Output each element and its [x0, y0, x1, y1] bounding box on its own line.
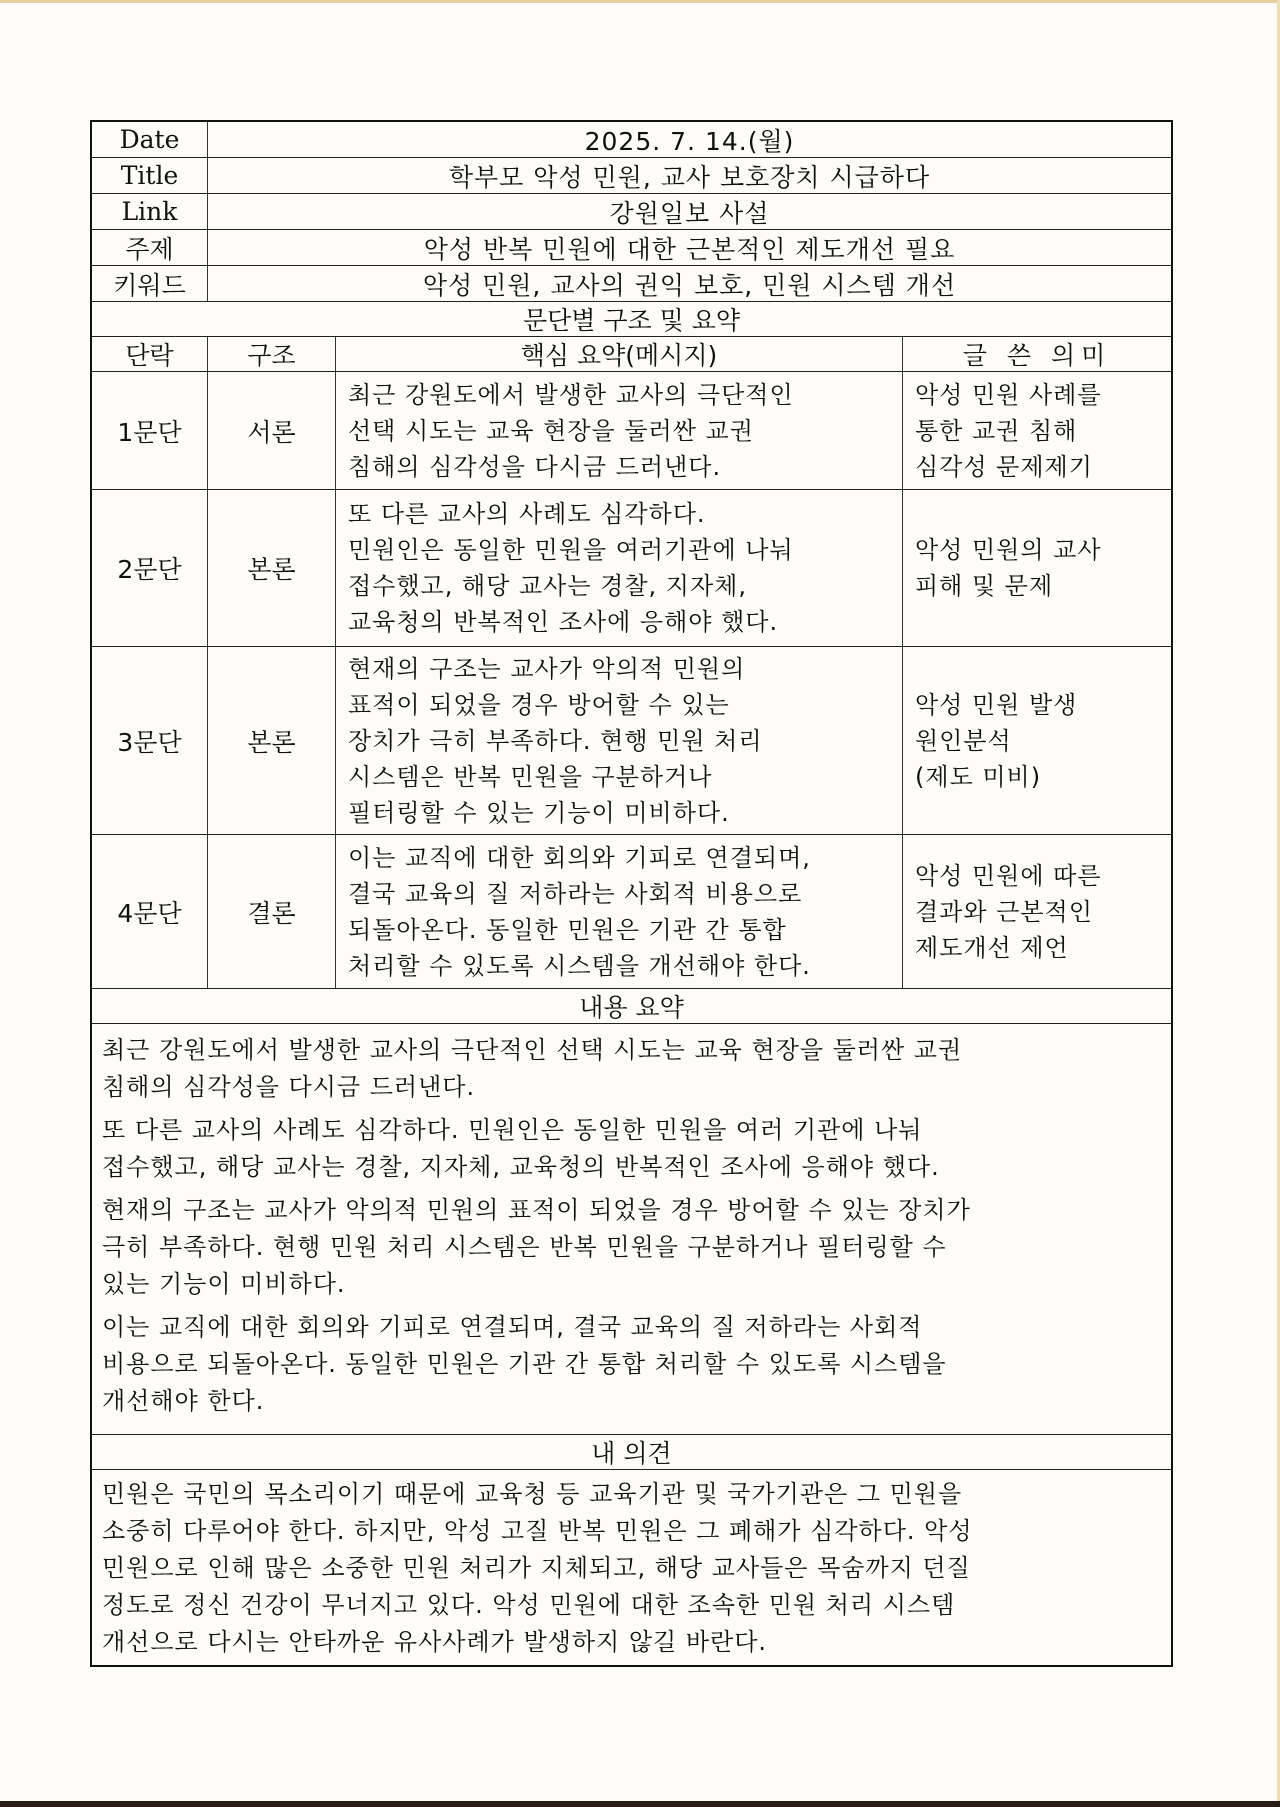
- paragraph-meaning: [902, 372, 1171, 489]
- meaning-line: 제도개선 제언: [915, 933, 1069, 962]
- summary-line: 교육청의 반복적인 조사에 응해야 했다.: [348, 608, 779, 636]
- table-row: [92, 835, 1171, 989]
- date-label: Date: [119, 125, 180, 154]
- title-label: Title: [120, 161, 179, 190]
- topic-value: 악성 반복 민원에 대한 근본적인 제도개선 필요: [207, 230, 1171, 265]
- summary-paragraph: [102, 1192, 971, 1303]
- summary-section-header: [92, 989, 1171, 1024]
- summary-line: 이는 교직에 대한 회의와 기피로 연결되며,: [348, 843, 811, 872]
- opinion-line: 정도로 정신 건강이 무너지고 있다. 악성 민원에 대한 조속한 민원 처리 시스템: [102, 1591, 956, 1619]
- meaning-line: 원인분석: [915, 726, 1012, 755]
- summary-line: 침해의 심각성을 다시금 드러낸다.: [348, 452, 722, 481]
- table-row: [92, 372, 1171, 490]
- article-summary-sheet: [90, 120, 1173, 1667]
- meaning-line: 피해 및 문제: [915, 572, 1054, 600]
- summary-line: 현재의 구조는 교사가 악의적 민원의 표적이 되었을 경우 방어할 수 있는 장치가: [102, 1196, 971, 1224]
- keyword-value: 악성 민원, 교사의 권익 보호, 민원 시스템 개선: [207, 266, 1171, 301]
- page-edge-top: [0, 0, 1280, 3]
- paragraph-number: 1문단: [117, 417, 182, 447]
- topic-row: [92, 230, 1171, 266]
- meaning-line: 심각성 문제제기: [915, 452, 1093, 481]
- opinion-section-title: 내 의견: [591, 1439, 672, 1468]
- structure-table-header: [92, 337, 1171, 372]
- keyword-label: 키워드: [113, 270, 186, 300]
- title-row: [92, 158, 1171, 194]
- summary-line: 현재의 구조는 교사가 악의적 민원의: [348, 654, 746, 683]
- summary-line: 또 다른 교사의 사례도 심각하다.: [348, 500, 706, 528]
- date-row: [92, 122, 1171, 158]
- summary-line: 또 다른 교사의 사례도 심각하다. 민원인은 동일한 민원을 여러 기관에 나눠: [102, 1116, 923, 1144]
- paragraph-summary: [335, 490, 902, 646]
- summary-line: 침해의 심각성을 다시금 드러낸다.: [102, 1073, 476, 1101]
- opinion-line: 소중히 다루어야 한다. 하지만, 악성 고질 반복 민원은 그 폐해가 심각하다. 악성: [102, 1517, 973, 1545]
- summary-line: 비용으로 되돌아온다. 동일한 민원은 기관 간 통합 처리할 수 있도록 시스템을: [102, 1350, 947, 1378]
- meaning-line: 악성 민원 발생: [915, 690, 1078, 719]
- paragraph-meaning: [902, 490, 1171, 646]
- page-edge-bottom: [0, 1801, 1280, 1807]
- paragraph-summary: [335, 647, 902, 834]
- summary-line: 접수했고, 해당 교사는 경찰, 지자체,: [348, 572, 747, 600]
- summary-line: 결국 교육의 질 저하라는 사회적 비용으로: [348, 879, 803, 908]
- summary-line: 극히 부족하다. 현행 민원 처리 시스템은 반복 민원을 구분하거나 필터링할 수: [102, 1233, 947, 1261]
- opinion-body: [92, 1470, 983, 1665]
- summary-line: 되돌아온다. 동일한 민원은 기관 간 통합: [348, 915, 787, 944]
- meaning-line: 악성 민원에 따른: [915, 861, 1102, 890]
- header-key-summary: 핵심 요약(메시지): [335, 337, 902, 371]
- date-value: 2025. 7. 14.(월): [207, 122, 1171, 157]
- paragraph-meaning: [902, 835, 1171, 988]
- paragraph-number: 4문단: [117, 898, 182, 928]
- summary-section-title: 내용 요약: [579, 993, 684, 1022]
- summary-line: 선택 시도는 교육 현장을 둘러싼 교권: [348, 416, 754, 445]
- header-meaning: 글 쓴 의미: [902, 337, 1171, 371]
- header-structure: 구조: [207, 337, 335, 371]
- opinion-body-row: [92, 1470, 1171, 1665]
- meaning-line: (제도 미비): [915, 762, 1042, 791]
- summary-line: 이는 교직에 대한 회의와 기피로 연결되며, 결국 교육의 질 저하라는 사회적: [102, 1313, 923, 1341]
- summary-line: 장치가 극히 부족하다. 현행 민원 처리: [348, 726, 763, 755]
- title-value: 학부모 악성 민원, 교사 보호장치 시급하다: [207, 158, 1171, 193]
- paragraph-structure: 서론: [207, 372, 335, 489]
- summary-line: 개선해야 한다.: [102, 1387, 265, 1415]
- paragraph-summary: [335, 372, 902, 489]
- summary-line: 시스템은 반복 민원을 구분하거나: [348, 762, 713, 791]
- opinion-line: 민원은 국민의 목소리이기 때문에 교육청 등 교육기관 및 국가기관은 그 민원을: [102, 1480, 963, 1508]
- paragraph-structure: 결론: [207, 835, 335, 988]
- paragraph-number: 3문단: [117, 727, 182, 757]
- summary-body-row: [92, 1024, 1171, 1435]
- summary-line: 민원인은 동일한 민원을 여러기관에 나눠: [348, 536, 794, 564]
- link-label: Link: [121, 197, 178, 226]
- paragraph-structure: 본론: [207, 490, 335, 646]
- table-row: [92, 490, 1171, 647]
- meaning-line: 결과와 근본적인: [915, 897, 1093, 926]
- paragraph-structure: 본론: [207, 647, 335, 834]
- opinion-section-header: [92, 1435, 1171, 1470]
- keyword-row: [92, 266, 1171, 302]
- summary-line: 필터링할 수 있는 기능이 미비하다.: [348, 798, 730, 827]
- summary-paragraph: [102, 1309, 971, 1420]
- topic-label: 주제: [125, 234, 174, 264]
- table-row: [92, 647, 1171, 835]
- opinion-line: 민원으로 인해 많은 소중한 민원 처리가 지체되고, 해당 교사들은 목숨까지 던질: [102, 1554, 971, 1582]
- meaning-line: 악성 민원 사례를: [915, 380, 1102, 409]
- summary-line: 표적이 되었을 경우 방어할 수 있는: [348, 690, 730, 719]
- summary-body: [92, 1024, 981, 1434]
- paragraph-summary: [335, 835, 902, 988]
- summary-paragraph: [102, 1032, 971, 1106]
- paragraph-meaning: [902, 647, 1171, 834]
- summary-line: 최근 강원도에서 발생한 교사의 극단적인 선택 시도는 교육 현장을 둘러싼 교권: [102, 1036, 963, 1064]
- structure-section-header: [92, 302, 1171, 337]
- opinion-line: 개선으로 다시는 안타까운 유사사례가 발생하지 않길 바란다.: [102, 1628, 768, 1656]
- summary-line: 처리할 수 있도록 시스템을 개선해야 한다.: [348, 951, 811, 980]
- summary-line: 접수했고, 해당 교사는 경찰, 지자체, 교육청의 반복적인 조사에 응해야 했다.: [102, 1153, 940, 1181]
- link-row: [92, 194, 1171, 230]
- meaning-line: 악성 민원의 교사: [915, 536, 1102, 564]
- link-value: 강원일보 사설: [207, 194, 1171, 229]
- meaning-line: 통한 교권 침해: [915, 416, 1078, 445]
- summary-paragraph: [102, 1112, 971, 1186]
- header-paragraph: 단락: [125, 341, 174, 370]
- paragraph-number: 2문단: [117, 555, 182, 584]
- summary-line: 있는 기능이 미비하다.: [102, 1270, 346, 1298]
- summary-line: 최근 강원도에서 발생한 교사의 극단적인: [348, 380, 794, 409]
- structure-section-title: 문단별 구조 및 요약: [522, 306, 741, 335]
